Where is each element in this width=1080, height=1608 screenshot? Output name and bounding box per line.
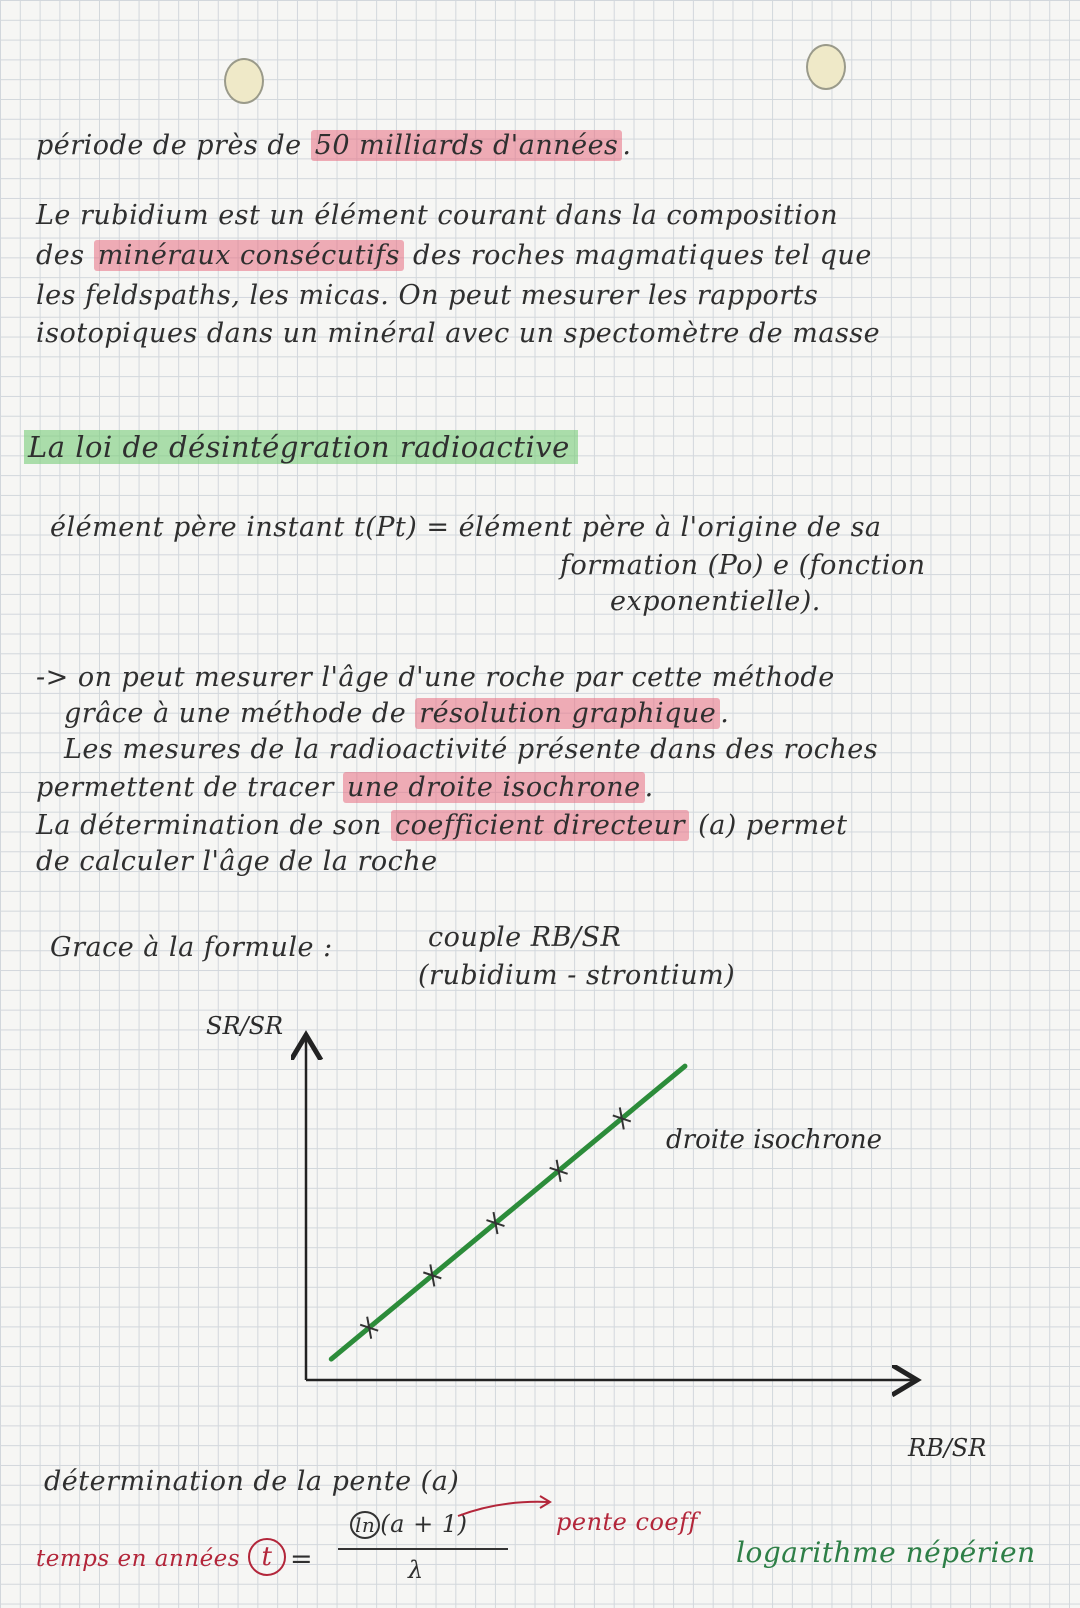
text-line-law-exponentielle: exponentielle). bbox=[610, 586, 821, 617]
x-axis-label: RB/SR bbox=[908, 1434, 987, 1462]
t-symbol: t bbox=[261, 1542, 273, 1572]
heading-text: La loi de désintégration radioactive bbox=[24, 430, 578, 464]
text-fragment: (a) permet bbox=[689, 810, 848, 841]
text-line-rubidium-strontium: (rubidium - strontium) bbox=[418, 960, 736, 991]
text-equals: = bbox=[290, 1544, 314, 1575]
text-fragment: . bbox=[644, 772, 654, 803]
highlight-droite: une droite isochrone bbox=[343, 772, 645, 803]
highlight-resolution: résolution graphique bbox=[415, 698, 720, 729]
text-line-law: élément père instant t(Pt) = élément père à l'origine de sa bbox=[50, 512, 882, 543]
formula-denominator: λ bbox=[408, 1556, 424, 1584]
text-line-method: -> on peut mesurer l'âge d'une roche par cette méthode bbox=[36, 662, 835, 693]
ln-symbol: ln bbox=[350, 1511, 380, 1539]
text-fragment: . bbox=[622, 130, 632, 161]
text-line-rubidium: Le rubidium est un élément courant dans la composition bbox=[36, 200, 839, 231]
text-temps-en-annees: temps en années bbox=[36, 1546, 241, 1572]
text-fragment: des bbox=[36, 240, 94, 271]
highlight-milliards: 50 milliards d'années bbox=[311, 130, 623, 161]
text-line-mesures: Les mesures de la radioactivité présente dans des roches bbox=[64, 734, 879, 765]
text-line-determination: détermination de la pente (a) bbox=[44, 1466, 460, 1497]
text-line-couple: couple RB/SR bbox=[428, 922, 622, 953]
numerator-text: (a + 1) bbox=[380, 1510, 468, 1538]
text-line-feldspaths: les feldspaths, les micas. On peut mesurer les rapports bbox=[36, 280, 819, 311]
highlight-coefficient: coefficient directeur bbox=[391, 810, 689, 841]
text-line-grace: Grace à la formule : bbox=[50, 932, 333, 963]
text-fragment: . bbox=[720, 698, 730, 729]
highlight-mineraux: minéraux consécutifs bbox=[94, 240, 404, 271]
isochrone-line-label: droite isochrone bbox=[666, 1125, 882, 1155]
text-fragment: des roches magmatiques tel que bbox=[403, 240, 872, 271]
text-line-law-formation: formation (Po) e (fonction bbox=[560, 550, 926, 581]
text-logarithme: logarithme népérien bbox=[736, 1536, 1036, 1569]
y-axis-label: SR/SR bbox=[206, 1012, 284, 1040]
text-fragment: période de près de bbox=[36, 130, 311, 161]
text-fragment: permettent de tracer bbox=[36, 772, 344, 803]
text-pente-coeff: pente coeff bbox=[556, 1508, 698, 1536]
text-fragment: La détermination de son bbox=[36, 810, 391, 841]
text-line-isotopiques: isotopiques dans un minéral avec un spectomètre de masse bbox=[36, 318, 881, 349]
text-line-calculer: de calculer l'âge de la roche bbox=[36, 846, 438, 877]
text-fragment: grâce à une méthode de bbox=[64, 698, 416, 729]
